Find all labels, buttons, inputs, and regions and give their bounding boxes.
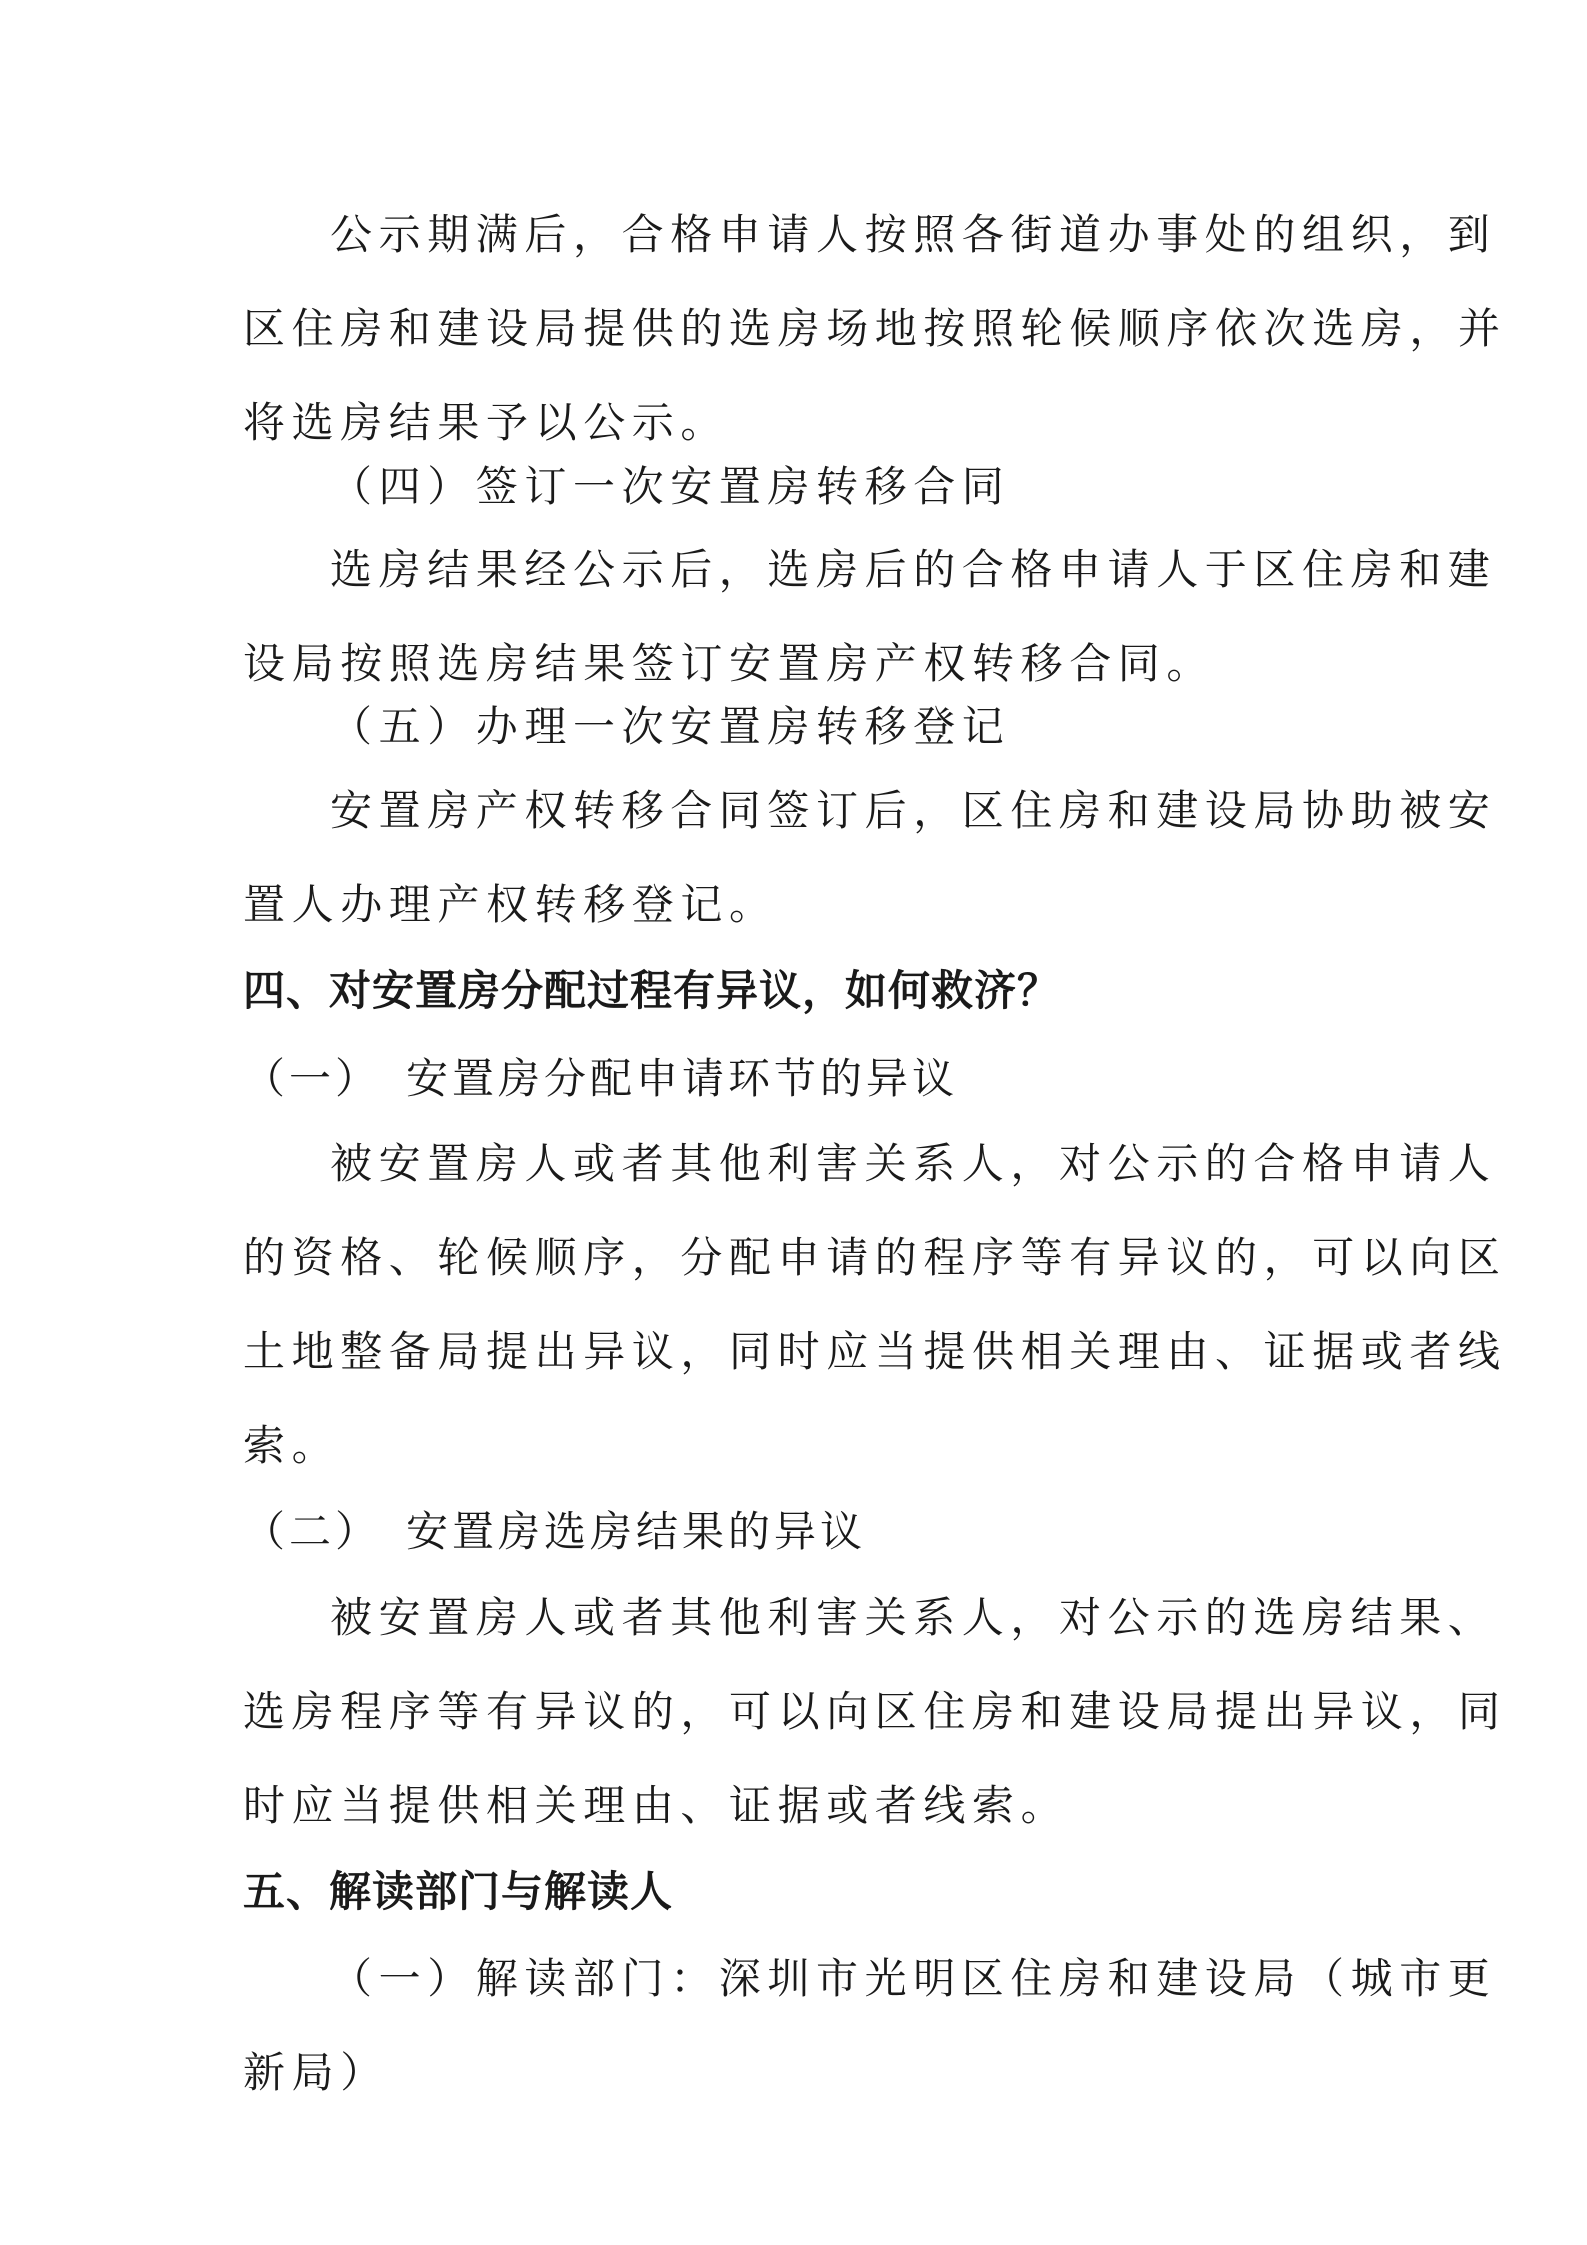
- paragraph-line: 设局按照选房结果签订安置房产权转移合同。: [243, 639, 1216, 688]
- paragraph-line: 选房结果经公示后，选房后的合格申请人于区住房和建: [330, 545, 1497, 594]
- paragraph-line: 安置房产权转移合同签订后，区住房和建设局协助被安: [330, 786, 1497, 835]
- section-heading-5: 五、解读部门与解读人: [243, 1867, 674, 1916]
- paragraph-line: 被安置房人或者其他利害关系人，对公示的选房结果、: [330, 1593, 1497, 1642]
- subsection-2: （二） 安置房选房结果的异议: [243, 1507, 867, 1556]
- subheading-4: （四）签订一次安置房转移合同: [330, 462, 1011, 511]
- paragraph-line: 被安置房人或者其他利害关系人，对公示的合格申请人: [330, 1139, 1497, 1188]
- paragraph-line: 的资格、轮候顺序，分配申请的程序等有异议的，可以向区: [243, 1233, 1507, 1282]
- paragraph-line: 选房程序等有异议的，可以向区住房和建设局提出异议，同: [243, 1687, 1507, 1736]
- paragraph-line: 置人办理产权转移登记。: [243, 880, 778, 929]
- paragraph-line: 索。: [243, 1421, 341, 1470]
- section-heading-4: 四、对安置房分配过程有异议，如何救济？: [243, 966, 1061, 1015]
- paragraph-line: 时应当提供相关理由、证据或者线索。: [243, 1781, 1070, 1830]
- subheading-5: （五）办理一次安置房转移登记: [330, 702, 1011, 751]
- paragraph-line: 公示期满后，合格申请人按照各街道办事处的组织，到: [330, 210, 1497, 259]
- paragraph-line: 区住房和建设局提供的选房场地按照轮候顺序依次选房，并: [243, 304, 1507, 353]
- paragraph-line: 将选房结果予以公示。: [243, 398, 730, 447]
- paragraph-line: 土地整备局提出异议，同时应当提供相关理由、证据或者线: [243, 1327, 1507, 1376]
- paragraph-line: 新局）: [243, 2048, 389, 2097]
- subsection-1: （一） 安置房分配申请环节的异议: [243, 1054, 959, 1103]
- paragraph-line: （一）解读部门：深圳市光明区住房和建设局（城市更: [330, 1954, 1497, 2003]
